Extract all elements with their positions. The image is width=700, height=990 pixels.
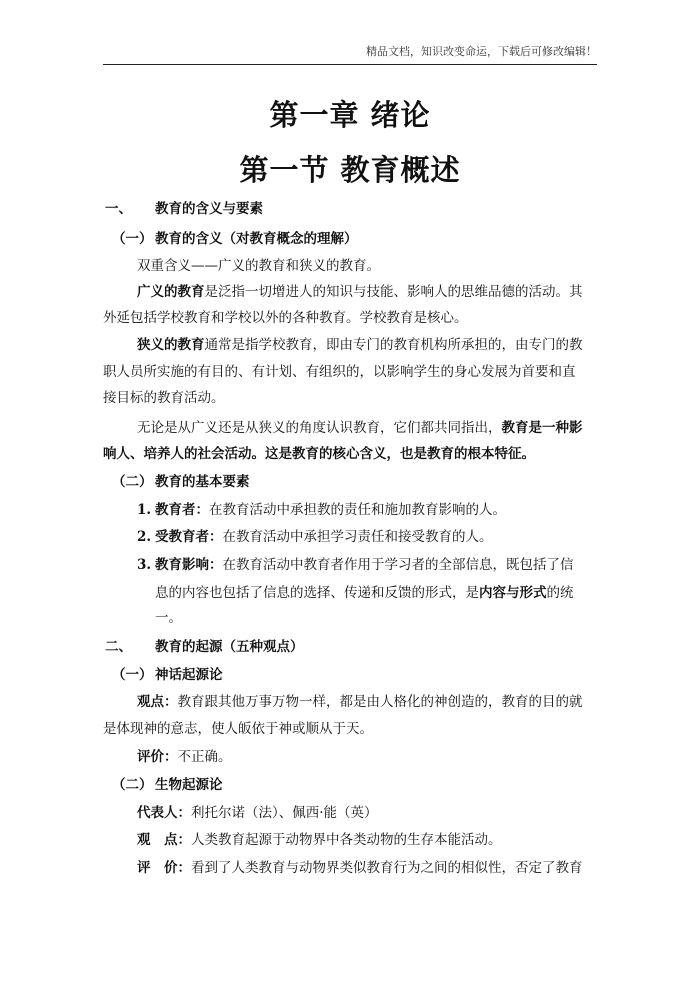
summary-line2: 响人、培养人的社会活动。这是教育的核心含义，也是教育的根本特征。 (103, 446, 535, 462)
narrow-term: 狭义的教育 (137, 337, 205, 353)
narrow-education-line1 (137, 337, 597, 353)
item2-text: 在教育活动中承担学习责任和接受教育的人。 (222, 529, 493, 545)
bio-rep-text: 利托尔诺（法）、佩西·能（英） (191, 805, 378, 821)
element-item-3-line2 (155, 585, 597, 601)
item3-text: 在教育活动中教育者作用于学习者的全部信息，既包括了信 (222, 557, 574, 573)
item3-l2c: 的统 (546, 585, 574, 601)
summary-bold1: 教育是一种影 (501, 420, 583, 436)
broad-text1: 是泛指一切增进人的知识与技能、影响人的思维品德的活动。其 (204, 284, 583, 300)
part2-num: 二、 (105, 639, 132, 655)
part1-sub2-title: 教育的基本要素 (155, 474, 250, 490)
myth-eval (137, 749, 597, 765)
bio-eval-term: 评 价： (137, 860, 191, 876)
item2-num: 2. (137, 529, 152, 545)
part1-sub2-num: （二） (112, 474, 153, 490)
section-title: 第一节 教育概述 (239, 153, 461, 187)
item3-l2b: 内容与形式 (479, 585, 547, 601)
bio-view (137, 832, 597, 848)
part1-sub1-num: （一） (112, 231, 153, 247)
dual-meaning: 双重含义——广义的教育和狭义的教育。 (137, 258, 380, 274)
part2-sub1-title: 神话起源论 (155, 667, 223, 683)
broad-education-line1 (137, 284, 597, 300)
part1-title: 教育的含义与要素 (155, 201, 263, 217)
narrow-education-line2: 职人员所实施的有目的、有计划、有组织的，以影响学生的身心发展为首要和直 (103, 364, 576, 380)
bio-eval-text: 看到了人类教育与动物界类似教育行为之间的相似性，否定了教育 (191, 860, 583, 876)
part1-sub1-title: 教育的含义（对教育概念的理解） (155, 231, 358, 247)
myth-eval-text: 不正确。 (177, 749, 232, 765)
summary-line1 (137, 420, 597, 436)
part2-sub2-num: （二） (112, 777, 153, 793)
part2-sub1-num: （一） (112, 667, 153, 683)
myth-view-text: 教育跟其他万事万物一样，都是由人格化的神创造的，教育的目的就 (177, 694, 583, 710)
myth-view-line1 (137, 694, 597, 710)
bio-representatives (137, 805, 597, 821)
narrow-education-line3: 接目标的教育活动。 (103, 390, 225, 406)
element-item-3-line3: 一。 (155, 610, 182, 626)
chapter-title: 第一章 绪论 (269, 98, 431, 132)
broad-term: 广义的教育 (137, 284, 205, 300)
item2-term: 受教育者： (155, 529, 223, 545)
item1-text: 在教育活动中承担教的责任和施加教育影响的人。 (209, 502, 506, 518)
part2-sub2-title: 生物起源论 (155, 777, 223, 793)
item1-term: 教育者： (155, 502, 209, 518)
broad-education-line2: 外延包括学校教育和学校以外的各种教育。学校教育是核心。 (103, 310, 468, 326)
bio-view-term: 观 点： (137, 832, 191, 848)
item1-num: 1. (137, 502, 152, 518)
item3-l2a: 息的内容也包括了信息的选择、传递和反馈的形式，是 (155, 585, 479, 601)
item3-num: 3. (137, 557, 152, 573)
myth-view-line2: 是体现神的意志，使人皈依于神或顺从于天。 (103, 721, 373, 737)
header-note: 精品文档，知识改变命运，下载后可修改编辑！ (366, 45, 597, 58)
bio-rep-term: 代表人： (137, 805, 191, 821)
bio-eval (137, 860, 597, 876)
bio-view-text: 人类教育起源于动物界中各类动物的生存本能活动。 (191, 832, 502, 848)
summary-text1: 无论是从广义还是从狭义的角度认识教育，它们都共同指出， (137, 420, 502, 436)
header-rule (103, 64, 597, 65)
part2-title: 教育的起源（五种观点） (155, 639, 304, 655)
myth-eval-term: 评价： (137, 749, 178, 765)
part1-num: 一、 (105, 201, 132, 217)
myth-view-term: 观点： (137, 694, 178, 710)
item3-term: 教育影响： (155, 557, 223, 573)
narrow-text1: 通常是指学校教育，即由专门的教育机构所承担的，由专门的教 (204, 337, 583, 353)
